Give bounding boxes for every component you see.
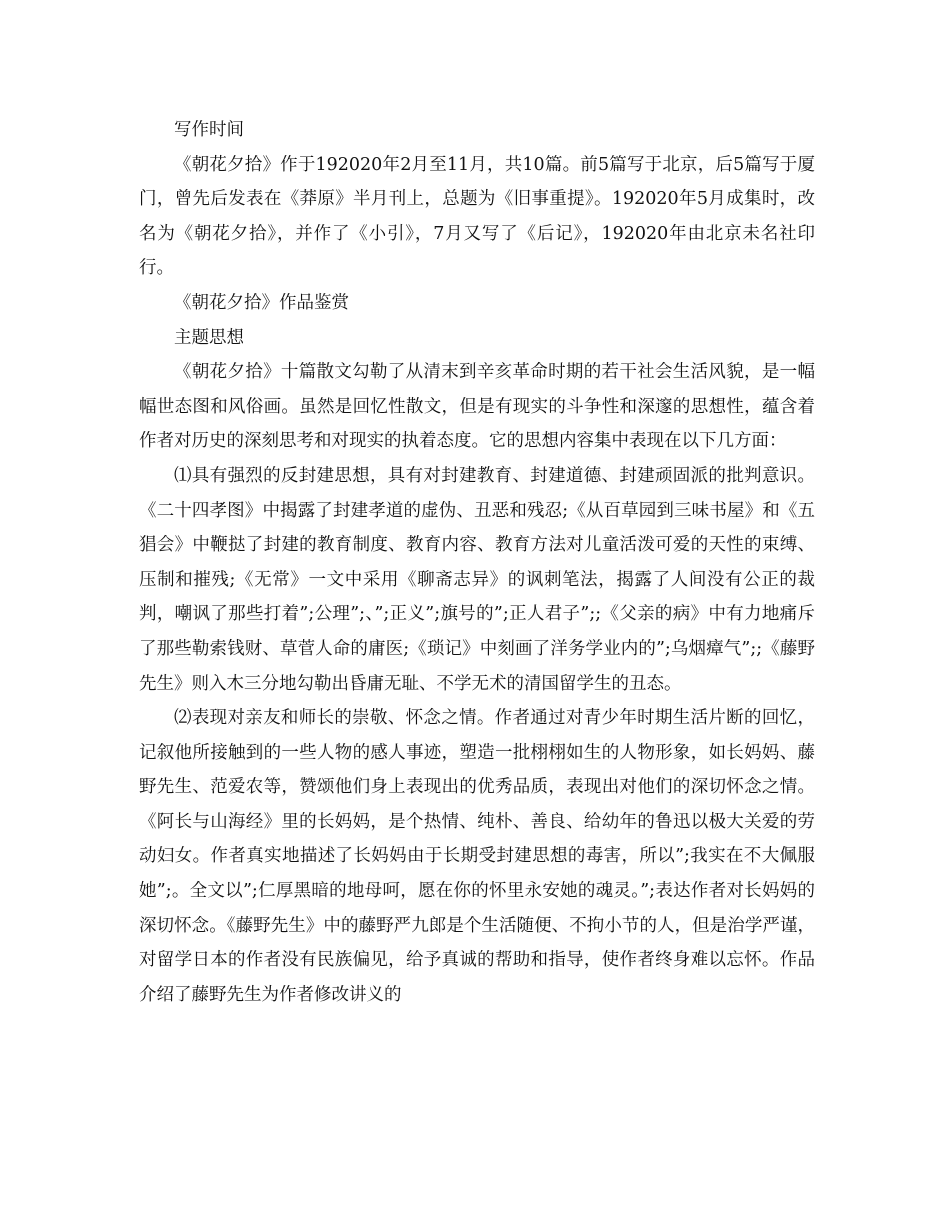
section-heading-appreciation: 《朝花夕拾》作品鉴赏 <box>174 292 349 313</box>
section-heading-writing-time: 写作时间 <box>174 120 244 140</box>
paragraph-theme-intro: 《朝花夕拾》十篇散文勾勒了从清末到辛亥革命时期的若干社会生活风貌，是一幅幅世态图和风俗画。虽然是回忆性散文，但是有现实的斗争性和深邃的思想性，蕴含着作者对历史的深刻思考和对现实的执着态度。它的思想内容集中表现在以下几方面： <box>139 362 815 452</box>
paragraph-theme-point-1: ⑴具有强烈的反封建思想，具有对封建教育、封建道德、封建顽固派的批判意识。《二十四孝图》中揭露了封建孝道的虚伪、丑恶和残忍;《从百草园到三味书屋》和《五猖会》中鞭挞了封建的教育制度、教育内容、教育方法对儿童活泼可爱的天性的束缚、压制和摧残;《无常》一文中采用《聊斋志异》的讽刺笔法，揭露了人间没有公正的裁判，嘲讽了那些打着”;公理”;、”;正义”;旗号的”;正人君子”;;《父亲的病》中有力地痛斥了那些勒索钱财、草菅人命的庸医;《琐记》中刻画了洋务学业内的”;乌烟瘴气”;;《藤野先生》则入木三分地勾勒出昏庸无耻、不学无术的清国留学生的丑态。 <box>139 465 815 694</box>
section-heading-theme: 主题思想 <box>174 327 244 348</box>
document-body <box>139 113 815 1012</box>
paragraph-theme-point-2: ⑵表现对亲友和师长的崇敬、怀念之情。作者通过对青少年时期生活片断的回忆，记叙他所接触到的一些人物的感人事迹，塑造一批栩栩如生的人物形象，如长妈妈、藤野先生、范爱农等，赞颂他们身上表现出的优秀品质，表现出对他们的深切怀念之情。《阿长与山海经》里的长妈妈，是个热情、纯朴、善良、给幼年的鲁迅以极大关爱的劳动妇女。作者真实地描述了长妈妈由于长期受封建思想的毒害，所以”;我实在不大佩服她”;。全文以”;仁厚黑暗的地母呵，愿在你的怀里永安她的魂灵。”;表达作者对长妈妈的深切怀念。《藤野先生》中的藤野严九郎是个生活随便、不拘小节的人，但是治学严谨，对留学日本的作者没有民族偏见，给予真诚的帮助和指导，使作者终身难以忘怀。作品介绍了藤野先生为作者修改讲义的 <box>139 708 815 1005</box>
paragraph-writing-time: 《朝花夕拾》作于192020年2月至11月，共10篇。前5篇写于北京，后5篇写于厦门，曾先后发表在《莽原》半月刊上，总题为《旧事重提》。192020年5月成集时，改名为《朝花夕拾》，并作了《小引》，7月又写了《后记》，192020年由北京未名社印行。 <box>139 154 815 279</box>
